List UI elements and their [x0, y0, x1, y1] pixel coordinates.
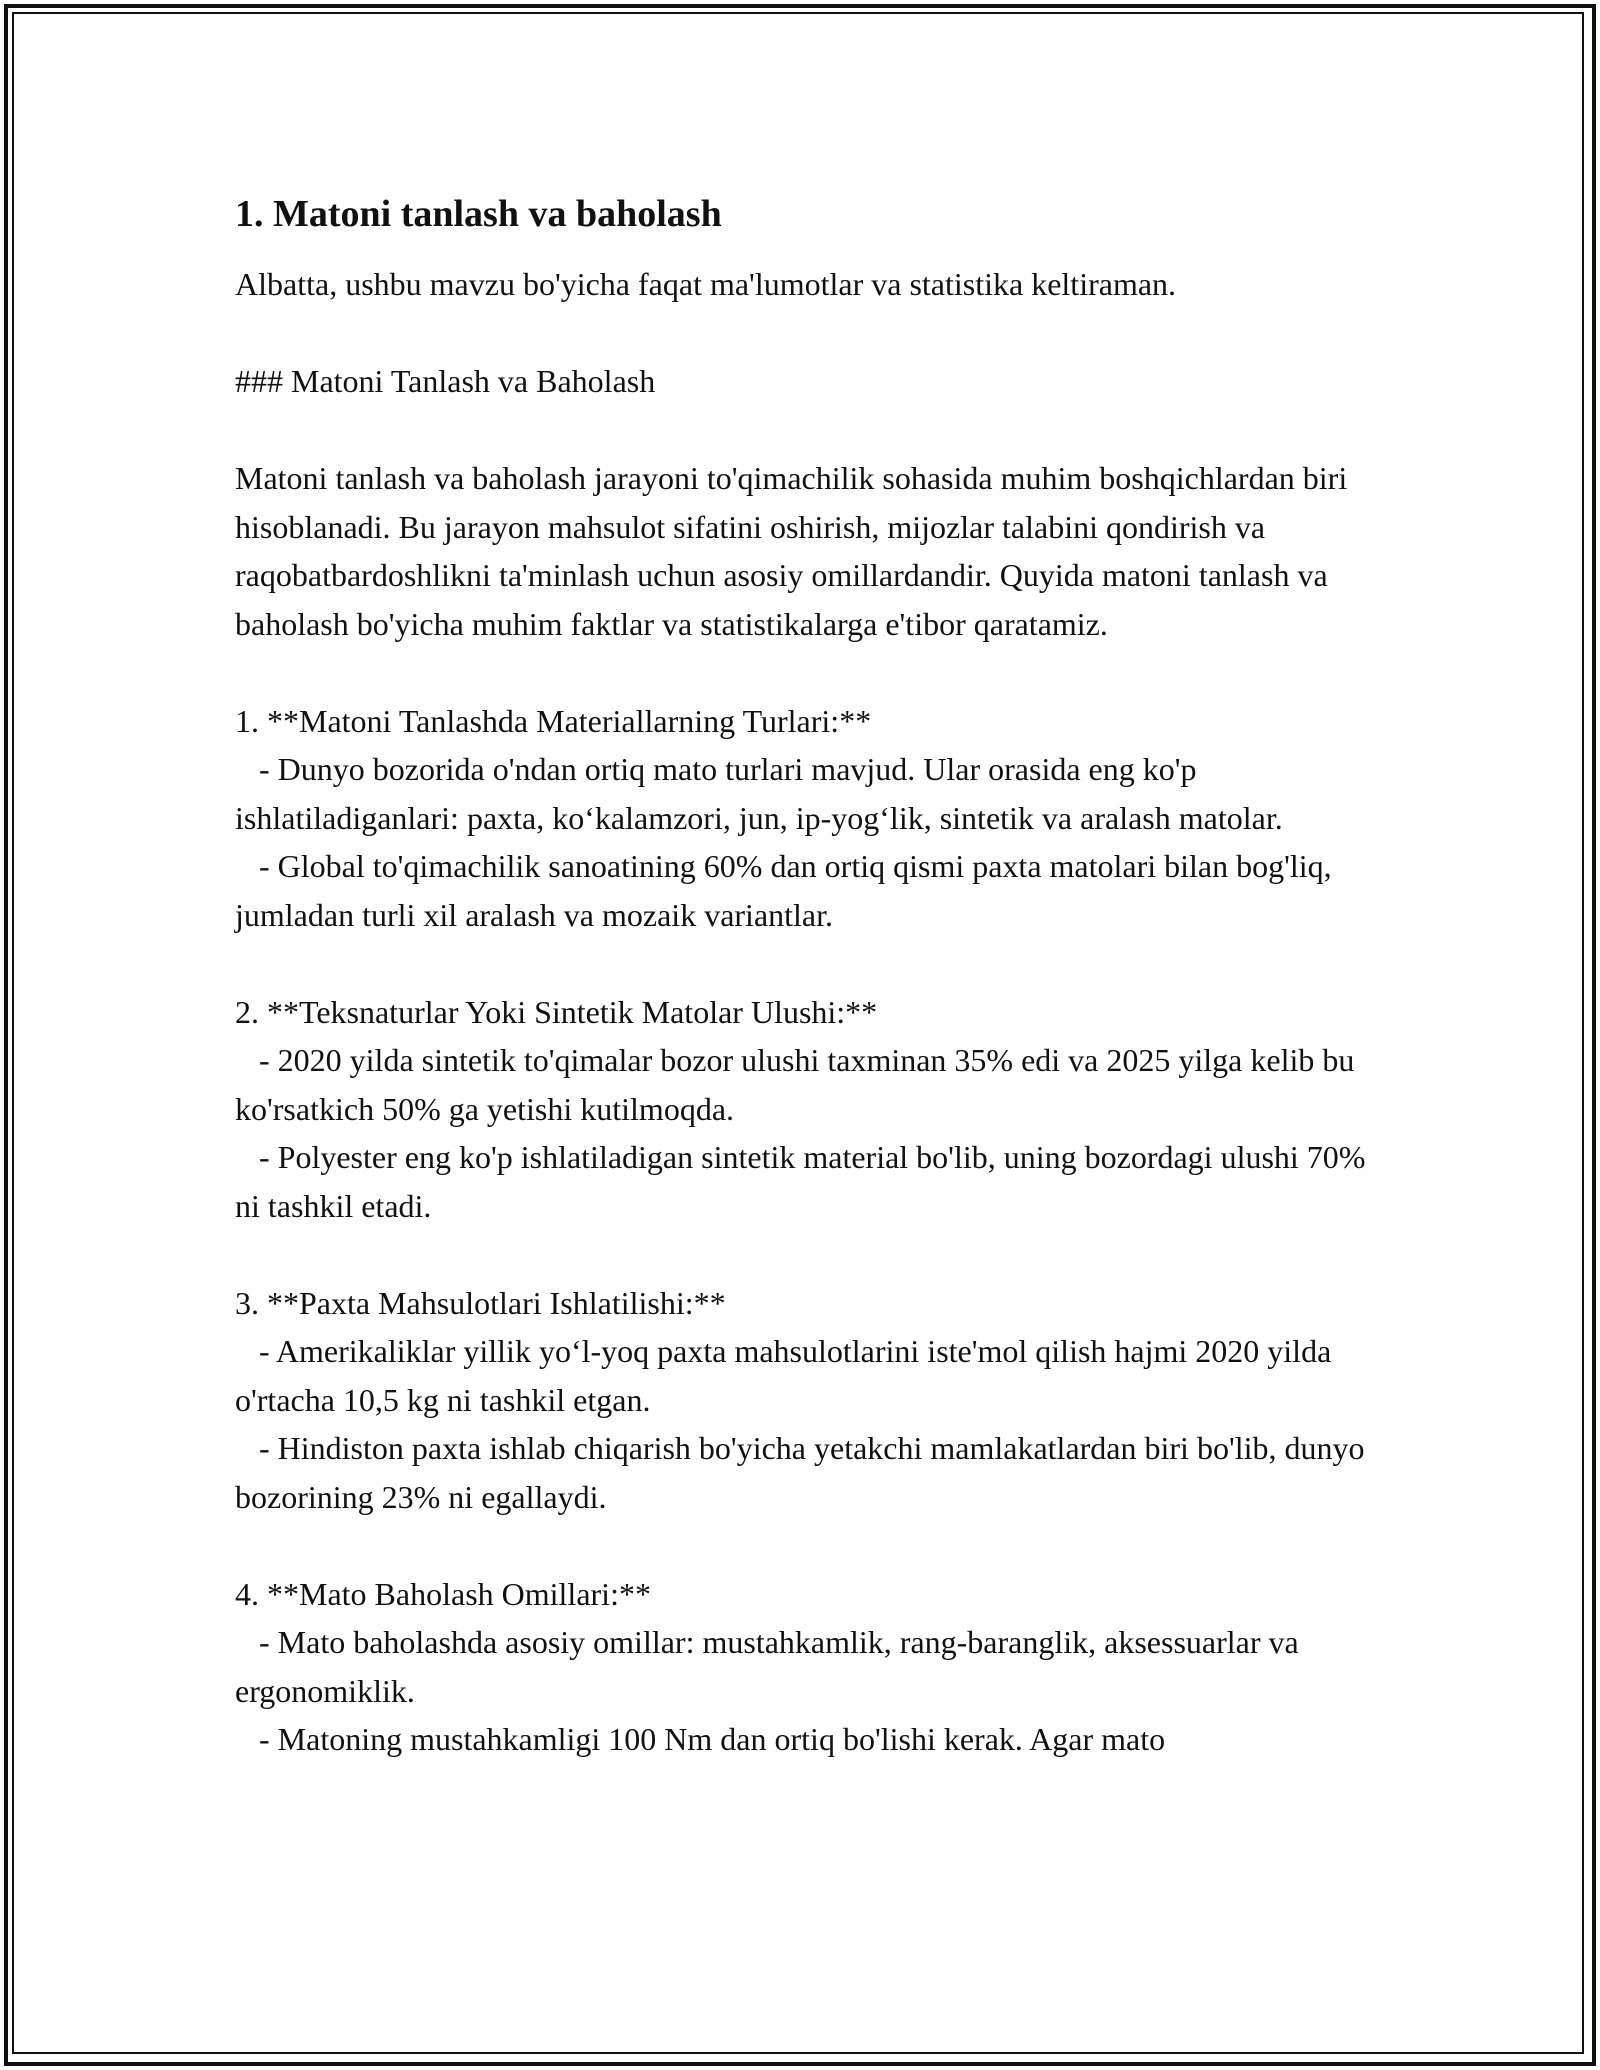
section-item: - Dunyo bozorida o'ndan ortiq mato turlari mavjud. Ular orasida eng ko'p ishlatiladiganlari: paxta, ko‘kalamzori, jun, ip-yog‘lik, sintetik va aralash matolar. [235, 751, 1283, 836]
document-body [235, 188, 1375, 1764]
overview-paragraph: Matoni tanlash va baholash jarayoni to'qimachilik sohasida muhim boshqichlardan biri hisoblanadi. Bu jarayon mahsulot sifatini oshirish, mijozlar talabini qondirish va raqobatbardoshlikni ta'minlash uchun asosiy omillardandir. Quyida matoni tanlash va baholash bo'yicha muhim faktlar va statistikalarga e'tibor qaratamiz. [235, 460, 1356, 642]
intro-paragraph: Albatta, ushbu mavzu bo'yicha faqat ma'lumotlar va statistika keltiraman. [235, 266, 1177, 302]
section-2 [235, 988, 1375, 1231]
section-4 [235, 1570, 1375, 1764]
spacer [235, 648, 1375, 697]
subheading-text: ### Matoni Tanlash va Baholash [235, 363, 656, 399]
document-heading: 1. Matoni tanlash va baholash [235, 193, 722, 235]
section-title: 4. **Mato Baholash Omillari:** [235, 1575, 651, 1612]
section-title: 2. **Teksnaturlar Yoki Sintetik Matolar Ulushi:** [235, 993, 878, 1030]
section-item: - Hindiston paxta ishlab chiqarish bo'yicha yetakchi mamlakatlardan biri bo'lib, dunyo bozorining 23% ni egallaydi. [235, 1430, 1373, 1515]
spacer [235, 939, 1375, 988]
spacer [235, 406, 1375, 455]
section-item: - Mato baholashda asosiy omillar: mustahkamlik, rang-baranglik, aksessuarlar va ergonomiklik. [235, 1624, 1307, 1709]
section-item: - Matoning mustahkamligi 100 Nm dan ortiq bo'lishi kerak. Agar mato [235, 1721, 1166, 1757]
section-item: - Amerikaliklar yillik yo‘l-yoq paxta mahsulotlarini iste'mol qilish hajmi 2020 yilda o'rtacha 10,5 kg ni tashkil etgan. [235, 1333, 1340, 1418]
spacer [235, 309, 1375, 358]
section-title: 3. **Paxta Mahsulotlari Ishlatilishi:** [235, 1284, 726, 1321]
section-item: - Polyester eng ko'p ishlatiladigan sintetik material bo'lib, uning bozordagi ulushi 70% ni tashkil etadi. [235, 1139, 1374, 1224]
section-title: 1. **Matoni Tanlashda Materiallarning Turlari:** [235, 702, 872, 739]
spacer [235, 1230, 1375, 1279]
spacer [235, 1521, 1375, 1570]
section-3 [235, 1279, 1375, 1522]
section-1 [235, 697, 1375, 940]
section-item: - Global to'qimachilik sanoatining 60% dan ortiq qismi paxta matolari bilan bog'liq, jumladan turli xil aralash va mozaik variantlar. [235, 848, 1340, 933]
section-item: - 2020 yilda sintetik to'qimalar bozor ulushi taxminan 35% edi va 2025 yilga kelib bu ko'rsatkich 50% ga yetishi kutilmoqda. [235, 1042, 1363, 1127]
